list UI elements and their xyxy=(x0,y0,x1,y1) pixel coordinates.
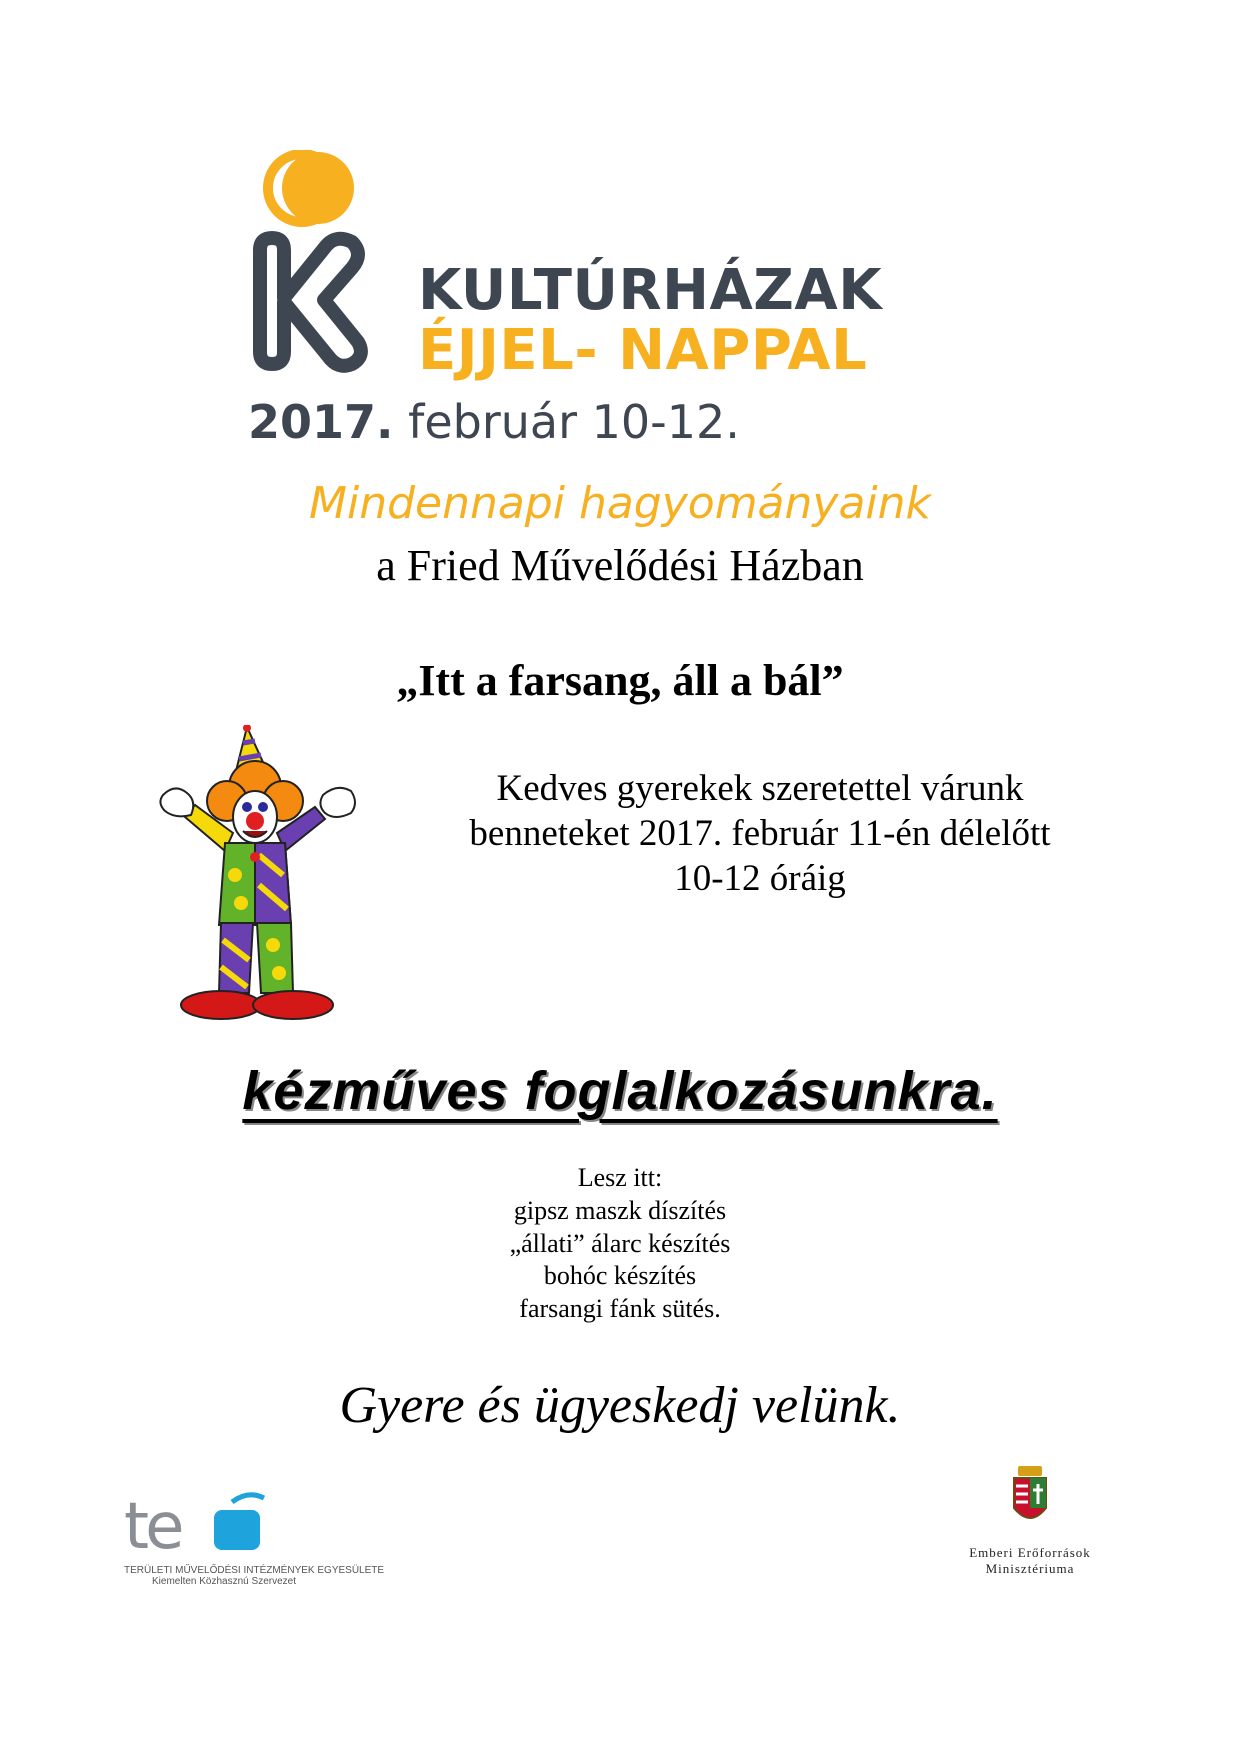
logo-date-range: február 10-12. xyxy=(408,395,740,449)
logo-date xyxy=(248,395,740,449)
kulturhazak-logo-icon xyxy=(240,150,400,380)
craft-heading: kézműves foglalkozásunkra. xyxy=(242,1061,998,1121)
list-item: farsangi fánk sütés. xyxy=(519,1294,721,1323)
ministry-name-line1: Emberi Erőforrások xyxy=(969,1545,1091,1560)
temi-logo-icon xyxy=(124,1488,284,1558)
event-title: „Itt a farsang, áll a bál” xyxy=(396,656,844,705)
list-item: bohóc készítés xyxy=(543,1261,697,1291)
activities-intro: Lesz itt: xyxy=(577,1163,663,1192)
list-item: „állati” álarc készítés xyxy=(509,1228,731,1258)
logo-title-line1: KULTÚRHÁZAK xyxy=(418,258,883,323)
activities-list xyxy=(0,1162,1240,1326)
temi-org-name: TERÜLETI MŰVELŐDÉSI INTÉZMÉNYEK EGYESÜLETE xyxy=(124,1565,385,1576)
ministry-name-line2: Minisztériuma xyxy=(985,1561,1075,1576)
svg-text:te: te xyxy=(124,1490,181,1558)
temi-org-status: Kiemelten Közhasznú Szervezet xyxy=(152,1576,296,1587)
logo-title-line2: ÉJJEL- NAPPAL xyxy=(418,318,868,383)
ministry-logo xyxy=(930,1460,1130,1610)
subtitle: Mindennapi hagyományaink xyxy=(309,478,931,529)
invitation-text xyxy=(410,766,1110,901)
venue-text: a Fried Művelődési Házban xyxy=(376,541,864,590)
invitation-line: benneteket 2017. február 11-én délelőtt xyxy=(469,813,1051,855)
coat-of-arms-icon xyxy=(930,1460,1130,1540)
clown-illustration-icon xyxy=(155,725,395,1025)
list-item: gipsz maszk díszítés xyxy=(513,1195,727,1225)
logo-date-year: 2017. xyxy=(248,395,394,449)
closing-text: Gyere és ügyeskedj velünk. xyxy=(339,1377,901,1434)
temi-logo xyxy=(124,1488,384,1598)
invitation-line: 10-12 óráig xyxy=(674,858,846,900)
invitation-line: Kedves gyerekek szeretettel várunk xyxy=(496,768,1024,809)
